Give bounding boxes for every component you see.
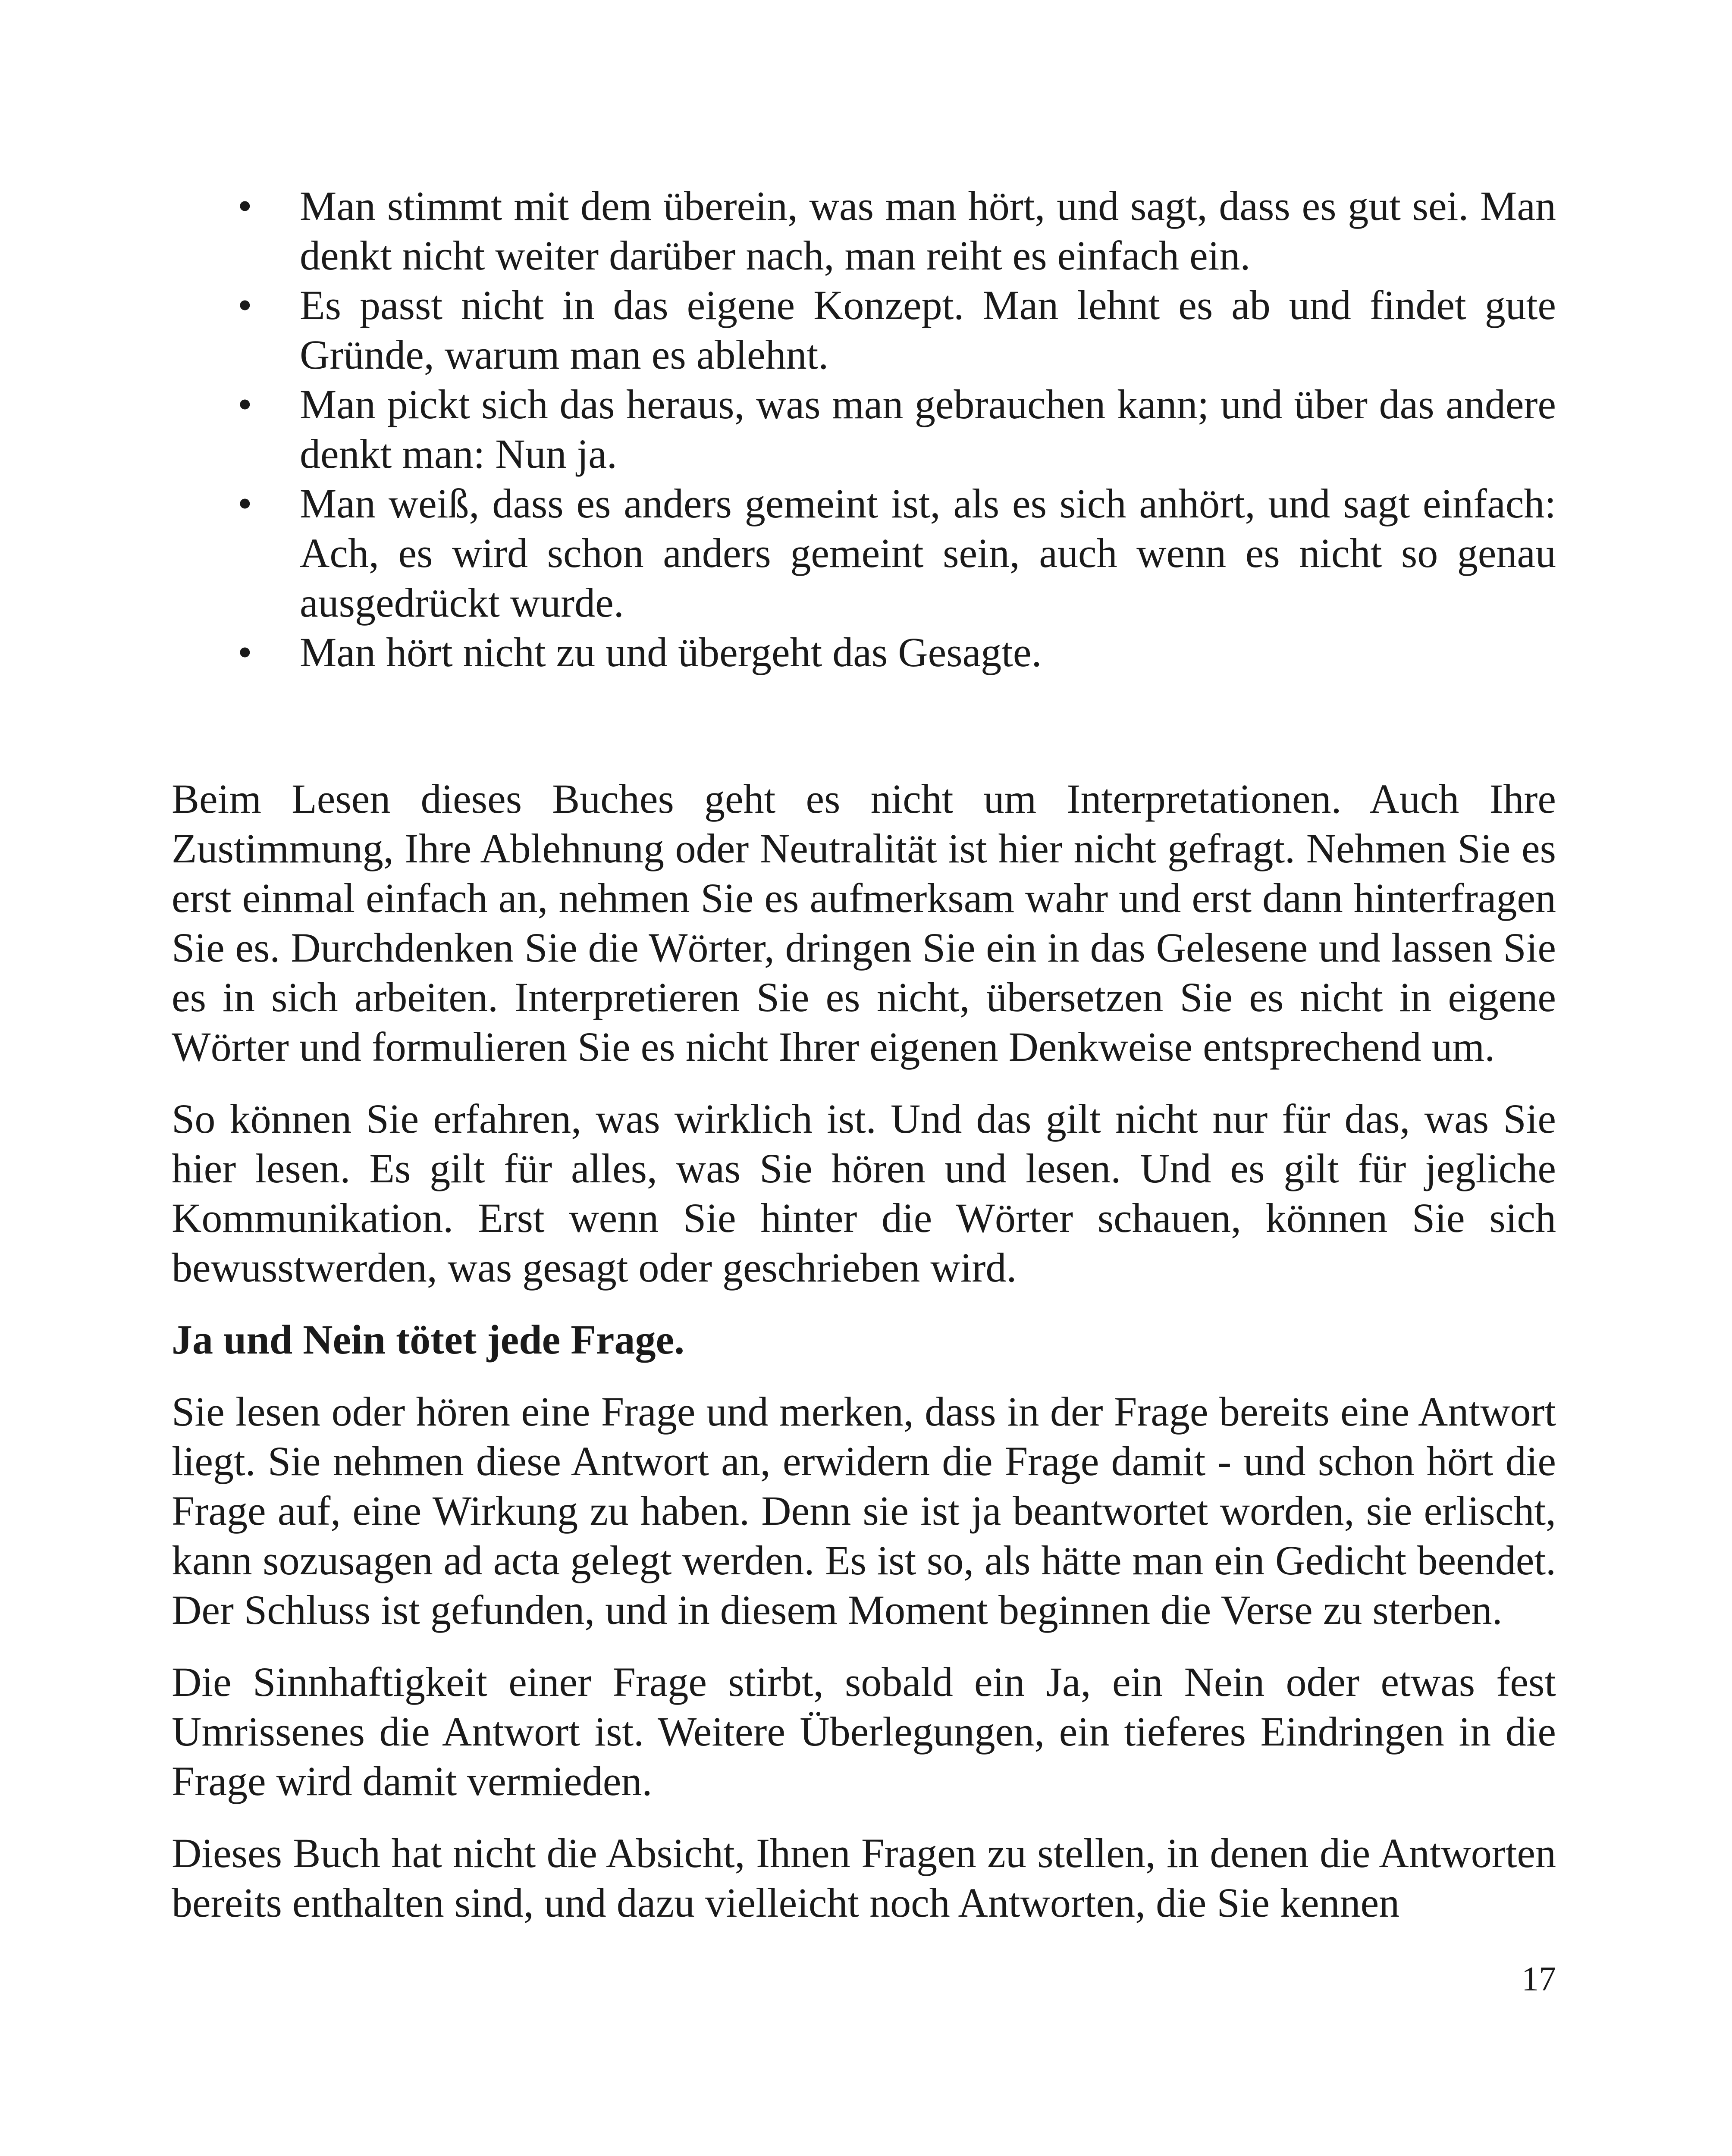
list-item bbox=[172, 379, 1556, 479]
list-item bbox=[172, 181, 1556, 280]
paragraph: Die Sinnhaftigkeit einer Frage stirbt, sobald ein Ja, ein Nein oder etwas fest Umrissenes die Antwort ist. Weitere Überlegungen, ein tieferes Eindringen in die Frage wird damit vermieden. bbox=[172, 1659, 1556, 1804]
bullet-icon: • bbox=[238, 381, 252, 427]
bullet-icon: • bbox=[238, 183, 252, 229]
list-item bbox=[172, 479, 1556, 627]
paragraph: Sie lesen oder hören eine Frage und merken, dass in der Frage bereits eine Antwort liegt. Sie nehmen diese Antwort an, erwidern die Frage damit - und schon hört die Frage auf, eine Wirkung zu haben. Denn sie ist ja beantwortet worden, sie erlischt, kann sozusagen ad acta gelegt werden. Es ist so, als hätte man ein Gedicht beendet. Der Schluss ist gefunden, und in diesem Moment beginnen die Verse zu sterben. bbox=[172, 1388, 1556, 1633]
page-number: 17 bbox=[1522, 1960, 1556, 1998]
body-text bbox=[172, 774, 1556, 1927]
paragraph: So können Sie erfahren, was wirklich ist. Und das gilt nicht nur für das, was Sie hier lesen. Es gilt für alles, was Sie hören und lesen. Und es gilt für jegliche Kommunikation. Erst wenn Sie hinter die Wörter schauen, können Sie sich bewusstwerden, was gesagt oder geschrieben wird. bbox=[172, 1096, 1556, 1291]
bullet-icon: • bbox=[238, 629, 252, 675]
list-item bbox=[172, 280, 1556, 379]
page-content bbox=[172, 181, 1556, 1950]
bullet-icon: • bbox=[238, 480, 252, 526]
paragraph: Dieses Buch hat nicht die Absicht, Ihnen Fragen zu stellen, in denen die Antworten bereits enthalten sind, und dazu vielleicht noch Antworten, die Sie kennen bbox=[172, 1830, 1556, 1926]
list-item-text: Man stimmt mit dem überein, was man hört, und sagt, dass es gut sei. Man denkt nicht weiter darüber nach, man reiht es einfach ein. bbox=[300, 183, 1556, 279]
list-item-text: Man hört nicht zu und übergeht das Gesagte. bbox=[300, 629, 1042, 675]
bullet-icon: • bbox=[238, 282, 252, 328]
paragraph: Beim Lesen dieses Buches geht es nicht um Interpretationen. Auch Ihre Zustimmung, Ihre Ablehnung oder Neutralität ist hier nicht gefragt. Nehmen Sie es erst einmal einfach an, nehmen Sie es aufmerksam wahr und erst dann hinterfragen Sie es. Durchdenken Sie die Wörter, dringen Sie ein in das Gelesene und lassen Sie es in sich arbeiten. Interpretieren Sie es nicht, übersetzen Sie es nicht in eigene Wörter und formulieren Sie es nicht Ihrer eigenen Denkweise entsprechend um. bbox=[172, 776, 1556, 1070]
list-item-text: Es passt nicht in das eigene Konzept. Man lehnt es ab und findet gute Gründe, warum man es ablehnt. bbox=[300, 282, 1556, 378]
bullet-list bbox=[172, 181, 1556, 677]
list-item bbox=[172, 627, 1556, 677]
list-item-text: Man pickt sich das heraus, was man gebrauchen kann; und über das andere denkt man: Nun ja. bbox=[300, 381, 1556, 477]
list-item-text: Man weiß, dass es anders gemeint ist, als es sich anhört, und sagt einfach: Ach, es wird schon anders gemeint sein, auch wenn es nicht so genau ausgedrückt wurde. bbox=[300, 480, 1556, 626]
section-heading: Ja und Nein tötet jede Frage. bbox=[172, 1316, 685, 1363]
